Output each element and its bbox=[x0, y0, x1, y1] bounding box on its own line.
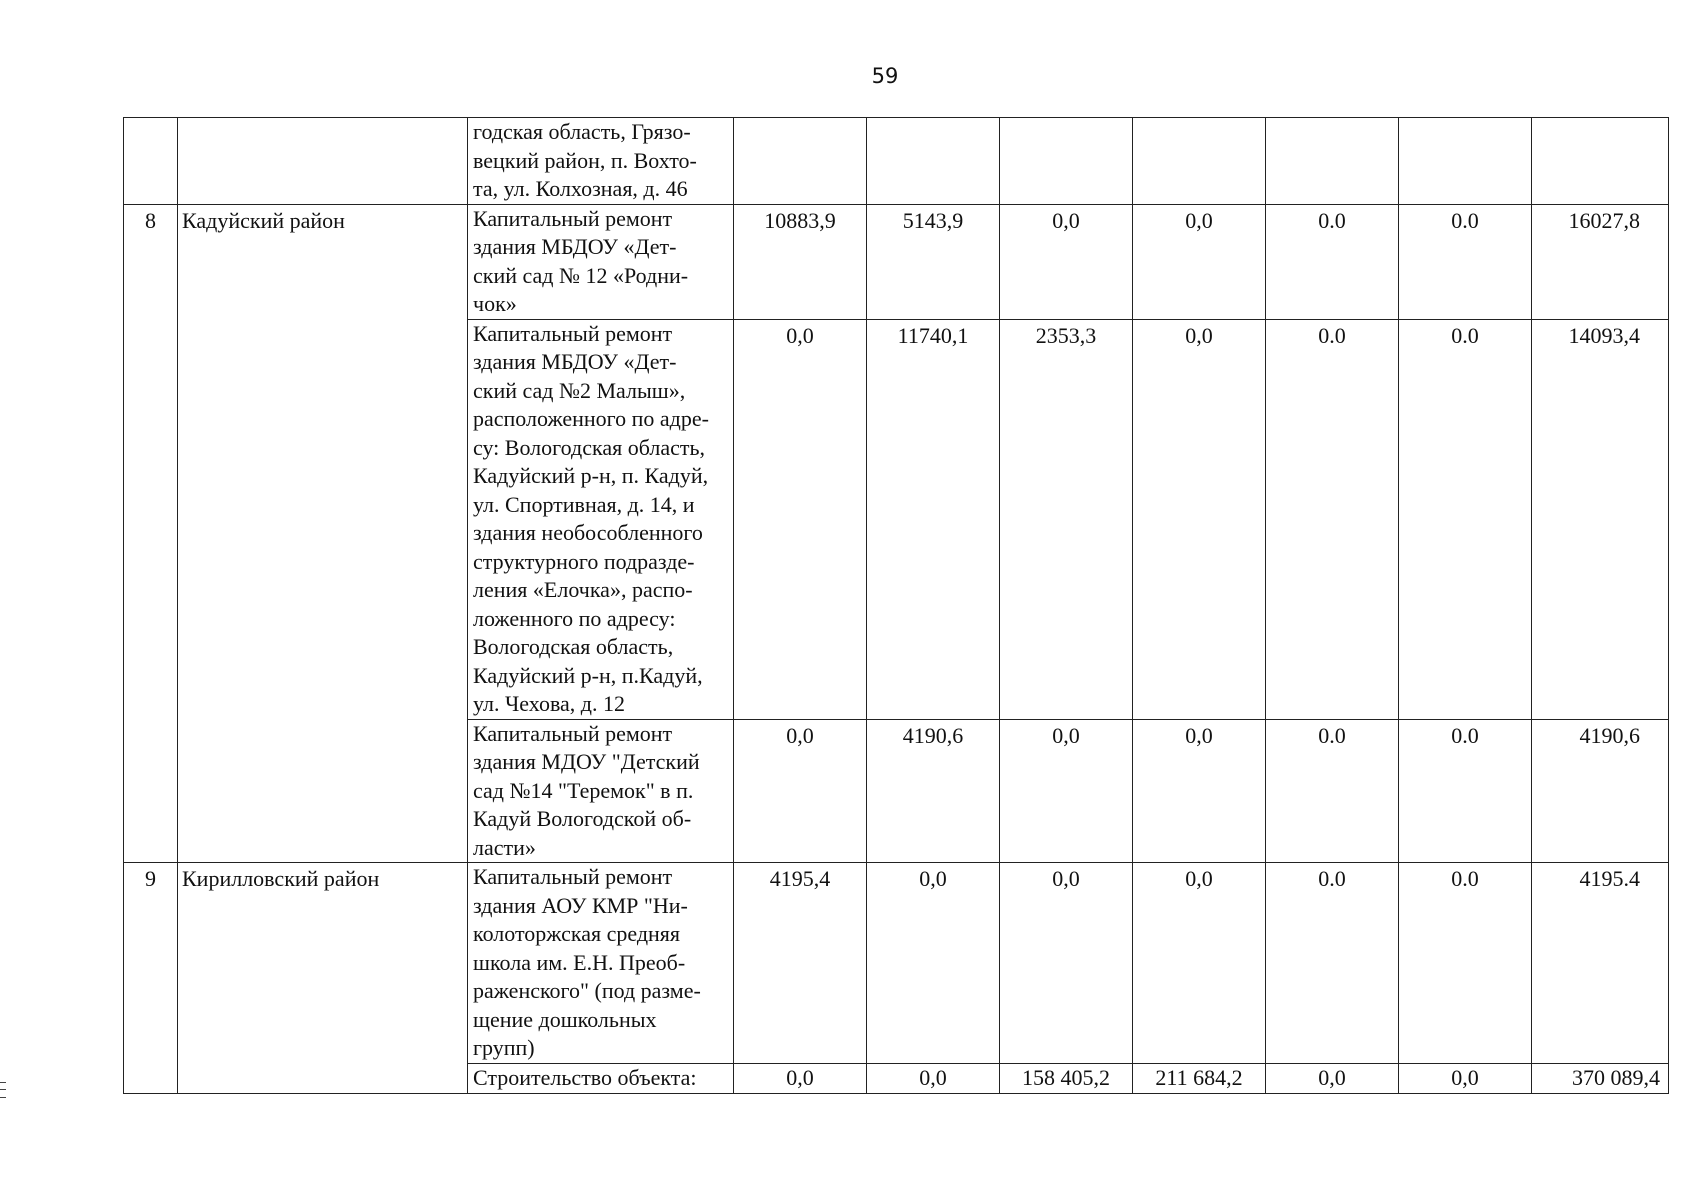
object-description-line: чок» bbox=[473, 291, 517, 316]
object-description-line: ул. Спортивная, д. 14, и bbox=[473, 491, 695, 517]
object-description-line: раженского" (под разме- bbox=[473, 978, 701, 1003]
object-description-line: групп) bbox=[473, 1035, 535, 1060]
year-value-cell bbox=[734, 118, 867, 205]
object-description-line: расположенного по адре- bbox=[473, 406, 709, 431]
year-value-cell: 0,0 bbox=[734, 319, 867, 719]
scan-margin-mark bbox=[0, 1082, 6, 1098]
year-value-cell: 0.0 bbox=[1399, 719, 1532, 863]
object-description-line: щение дошкольных bbox=[473, 1006, 657, 1032]
year-value-cell bbox=[1399, 118, 1532, 205]
object-description-cell bbox=[468, 319, 734, 719]
object-description-line: Кадуй Вологодской об- bbox=[473, 806, 692, 831]
year-value-cell: 0.0 bbox=[1266, 719, 1399, 863]
total-value-cell bbox=[1532, 118, 1669, 205]
year-value-cell bbox=[1000, 118, 1133, 205]
total-value-cell: 4195.4 bbox=[1532, 863, 1669, 1064]
year-value-cell: 0,0 bbox=[1000, 204, 1133, 319]
object-description-line: вецкий район, п. Вохто- bbox=[473, 147, 697, 173]
object-description-line: здания МДОУ "Детский bbox=[473, 749, 700, 774]
object-description-line: структурного подразде- bbox=[473, 548, 695, 574]
summary-label: Строительство объекта: bbox=[468, 1063, 734, 1093]
year-value-cell: 0,0 bbox=[1133, 719, 1266, 863]
summary-value-cell: 158 405,2 bbox=[1000, 1063, 1133, 1093]
object-description-line: Кадуйский р-н, п.Кадуй, bbox=[473, 662, 703, 688]
row-number-cell bbox=[124, 118, 178, 205]
year-value-cell: 0,0 bbox=[1000, 719, 1133, 863]
object-description-line: здания необособленного bbox=[473, 520, 703, 545]
object-description-line: су: Вологодская область, bbox=[473, 434, 705, 460]
object-description-line: годская область, Грязо- bbox=[473, 119, 691, 144]
year-value-cell bbox=[1266, 118, 1399, 205]
object-description-line: здания МБДОУ «Дет- bbox=[473, 234, 677, 259]
year-value-cell: 0.0 bbox=[1399, 319, 1532, 719]
year-value-cell: 0.0 bbox=[1399, 863, 1532, 1064]
district-cell: Кирилловский район bbox=[178, 863, 468, 1094]
summary-total-cell: 370 089,4 bbox=[1532, 1063, 1669, 1093]
object-description-cell bbox=[468, 719, 734, 863]
district-cell bbox=[178, 118, 468, 205]
summary-value-cell: 0,0 bbox=[1399, 1063, 1532, 1093]
table-row bbox=[124, 863, 1669, 1064]
object-description-cell bbox=[468, 118, 734, 205]
total-value-cell: 14093,4 bbox=[1532, 319, 1669, 719]
table-row bbox=[124, 204, 1669, 319]
year-value-cell: 0,0 bbox=[1000, 863, 1133, 1064]
budget-table bbox=[123, 117, 1669, 1094]
year-value-cell: 0,0 bbox=[867, 863, 1000, 1064]
object-description-line: Кадуйский р-н, п. Кадуй, bbox=[473, 463, 709, 488]
object-description-line: ласти» bbox=[473, 834, 536, 860]
object-description-line: сад №14 "Теремок" в п. bbox=[473, 777, 694, 803]
object-description-line: Вологодская область, bbox=[473, 634, 674, 659]
object-description-line: ский сад № 12 «Родни- bbox=[473, 262, 689, 288]
summary-value-cell: 211 684,2 bbox=[1133, 1063, 1266, 1093]
year-value-cell: 0.0 bbox=[1266, 204, 1399, 319]
object-description-line: ский сад №2 Малыш», bbox=[473, 377, 686, 403]
row-number-cell: 9 bbox=[124, 863, 178, 1094]
object-description-line: Капитальный ремонт bbox=[473, 864, 673, 889]
district-cell: Кадуйский район bbox=[178, 204, 468, 863]
summary-value-cell: 0,0 bbox=[734, 1063, 867, 1093]
table-row bbox=[124, 118, 1669, 205]
object-description-line: та, ул. Колхозная, д. 46 bbox=[473, 176, 688, 201]
row-number-cell: 8 bbox=[124, 204, 178, 863]
year-value-cell: 5143,9 bbox=[867, 204, 1000, 319]
table-body bbox=[124, 118, 1669, 1094]
year-value-cell: 0,0 bbox=[1133, 319, 1266, 719]
year-value-cell: 10883,9 bbox=[734, 204, 867, 319]
year-value-cell: 0,0 bbox=[734, 719, 867, 863]
year-value-cell: 11740,1 bbox=[867, 319, 1000, 719]
year-value-cell: 0.0 bbox=[1399, 204, 1532, 319]
page-number: 59 bbox=[871, 64, 899, 88]
year-value-cell: 0,0 bbox=[1133, 863, 1266, 1064]
object-description-line: Капитальный ремонт bbox=[473, 320, 673, 346]
year-value-cell bbox=[1133, 118, 1266, 205]
object-description-line: ул. Чехова, д. 12 bbox=[473, 691, 626, 716]
year-value-cell: 2353,3 bbox=[1000, 319, 1133, 719]
year-value-cell: 0,0 bbox=[1133, 204, 1266, 319]
total-value-cell: 4190,6 bbox=[1532, 719, 1669, 863]
object-description-line: Капитальный ремонт bbox=[473, 205, 673, 231]
summary-value-cell: 0,0 bbox=[867, 1063, 1000, 1093]
object-description-line: здания МБДОУ «Дет- bbox=[473, 349, 677, 374]
object-description-line: ложенного по адресу: bbox=[473, 605, 676, 631]
object-description-cell bbox=[468, 204, 734, 319]
year-value-cell: 0.0 bbox=[1266, 863, 1399, 1064]
object-description-cell bbox=[468, 863, 734, 1064]
object-description-line: ления «Елочка», распо- bbox=[473, 577, 693, 602]
summary-value-cell: 0,0 bbox=[1266, 1063, 1399, 1093]
object-description-line: школа им. Е.Н. Преоб- bbox=[473, 949, 686, 975]
year-value-cell: 4190,6 bbox=[867, 719, 1000, 863]
object-description-line: колоторжская средняя bbox=[473, 921, 681, 946]
year-value-cell: 4195,4 bbox=[734, 863, 867, 1064]
year-value-cell: 0.0 bbox=[1266, 319, 1399, 719]
object-description-line: Капитальный ремонт bbox=[473, 720, 673, 746]
object-description-line: здания АОУ КМР "Ни- bbox=[473, 892, 688, 918]
total-value-cell: 16027,8 bbox=[1532, 204, 1669, 319]
year-value-cell bbox=[867, 118, 1000, 205]
